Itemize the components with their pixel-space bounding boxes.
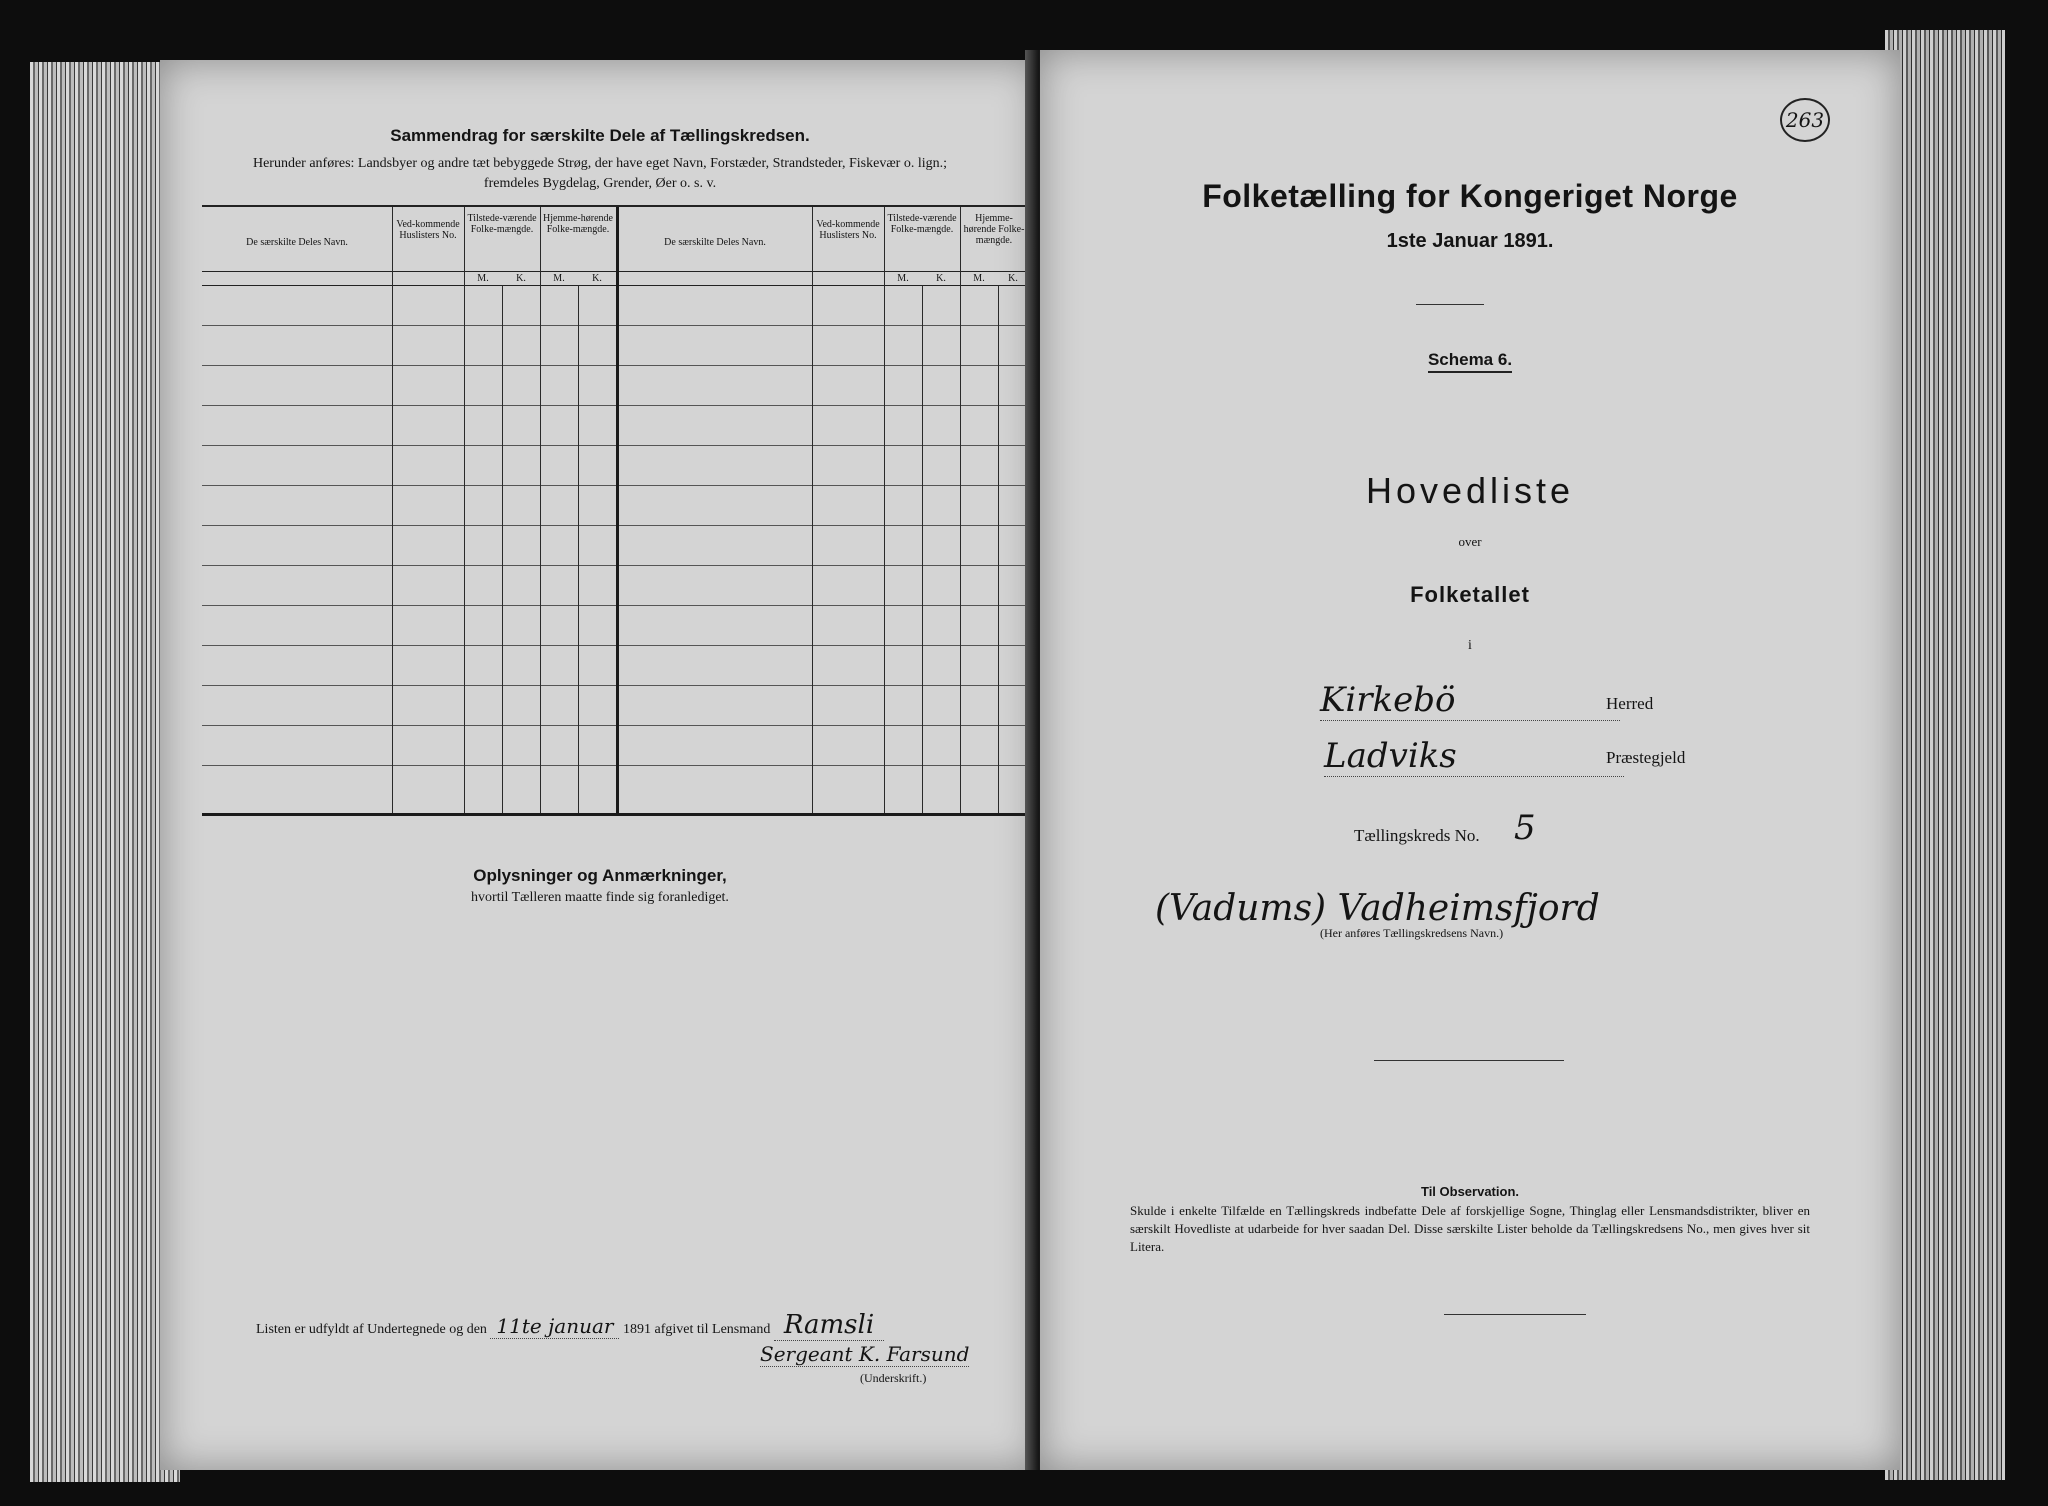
header-resident-left: Hjemme-hørende Folke-mængde. [543, 213, 613, 235]
col-divider [960, 207, 961, 813]
kreds-label: Tællingskreds No. [1354, 826, 1480, 845]
kreds-name-caption: (Her anføres Tællingskredsens Navn.) [1320, 926, 1504, 940]
herred-value: Kirkebö [1320, 680, 1620, 721]
header-m: M. [553, 273, 565, 284]
table-row-line [202, 765, 1028, 766]
table-row-line [202, 365, 1028, 366]
table-row-line [202, 525, 1028, 526]
book-edge-left [30, 62, 180, 1482]
header-k: K. [516, 273, 526, 284]
signature-caption: (Underskrift.) [860, 1371, 927, 1385]
prestegjeld-value: Ladviks [1324, 736, 1624, 777]
table-row-line [202, 565, 1028, 566]
divider-rule [1374, 1060, 1564, 1061]
kreds-name: (Vadums) Vadheimsfjord [1155, 888, 1600, 929]
table-row-line [202, 405, 1028, 406]
summary-subtitle-line2: fremdeles Bygdelag, Grender, Øer o. s. v. [483, 176, 717, 191]
signature-date: 11te januar [490, 1314, 619, 1339]
col-divider [812, 207, 813, 813]
signature-lensmand: Ramsli [774, 1310, 884, 1341]
table-header-rule-2 [202, 285, 1028, 286]
header-name-right: De særskilte Deles Navn. [664, 237, 766, 248]
col-divider [464, 207, 465, 813]
signature-signer: Sergeant K. Farsund [760, 1342, 970, 1366]
header-k: K. [936, 273, 946, 284]
header-name-left: De særskilte Deles Navn. [246, 237, 348, 248]
header-k: K. [1008, 273, 1018, 284]
right-page [1040, 50, 1900, 1470]
col-divider [922, 285, 923, 813]
heading-folketallet: Folketallet [1410, 582, 1530, 607]
header-m: M. [477, 273, 489, 284]
table-center-divider [616, 207, 619, 813]
col-divider [540, 207, 541, 813]
signature-year: 1891 afgivet til Lensmand [622, 1322, 771, 1337]
remarks-title: Oplysninger og Anmærkninger, [473, 866, 727, 885]
header-list-no-left: Ved-kommende Huslisters No. [396, 219, 460, 241]
left-page [160, 60, 1038, 1470]
col-divider [502, 285, 503, 813]
col-divider [392, 207, 393, 813]
remarks-subtitle: hvortil Tælleren maatte finde sig foranlediget. [471, 890, 729, 905]
summary-table [202, 205, 1028, 816]
herred-label: Herred [1606, 694, 1654, 713]
summary-subtitle-line1: Herunder anføres: Landsbyer og andre tæt bebyggede Strøg, der have eget Navn, Forstæder, Strandsteder, Fiskevær o. lign.; [252, 156, 948, 171]
main-heading: Hovedliste [1365, 470, 1575, 511]
schema-text: Schema 6. [1428, 350, 1512, 373]
header-present-right: Tilstede-værende Folke-mængde. [887, 213, 957, 235]
table-row-line [202, 325, 1028, 326]
book-edge-right [1885, 30, 2005, 1480]
prestegjeld-label: Præstegjeld [1606, 748, 1686, 767]
heading-over: over [1458, 534, 1482, 549]
col-divider [578, 285, 579, 813]
table-row-line [202, 725, 1028, 726]
table-row-line [202, 685, 1028, 686]
schema-label [1040, 350, 1900, 370]
col-divider [998, 285, 999, 813]
header-present-left: Tilstede-værende Folke-mængde. [467, 213, 537, 235]
census-date: 1ste Januar 1891. [1386, 230, 1554, 252]
bottom-rule [1444, 1314, 1586, 1315]
signature-prefix: Listen er udfyldt af Undertegnede og den [256, 1322, 487, 1337]
table-row-line [202, 445, 1028, 446]
table-header-rule [202, 271, 1028, 272]
summary-title: Sammendrag for særskilte Dele af Tællingskredsen. [390, 126, 810, 145]
table-row-line [202, 645, 1028, 646]
note-title: Til Observation. [1420, 1184, 1519, 1199]
header-m: M. [973, 273, 985, 284]
note-text: Skulde i enkelte Tilfælde en Tællingskreds indbefatte Dele af forskjellige Sogne, Thinglag eller Lensmandsdistrikter, bliver en særskilt Hovedliste at udarbeide for hver saadan Del. Disse særskilte Lister beholde da Tællingskredsens No., men gives hver sit Litera. [1130, 1203, 1810, 1254]
col-divider [884, 207, 885, 813]
short-rule [1416, 304, 1484, 305]
summary-subtitle [200, 154, 1000, 194]
kreds-value: 5 [1514, 808, 1536, 848]
heading-i: i [1468, 638, 1472, 653]
page-number-stamp: 263 [1780, 98, 1830, 142]
census-title: Folketælling for Kongeriget Norge [1202, 178, 1738, 214]
table-row-line [202, 605, 1028, 606]
header-resident-right: Hjemme-hørende Folke-mængde. [963, 213, 1025, 246]
header-m: M. [897, 273, 909, 284]
signature-line [256, 1310, 884, 1340]
header-list-no-right: Ved-kommende Huslisters No. [816, 219, 880, 241]
table-row-line [202, 485, 1028, 486]
header-k: K. [592, 273, 602, 284]
